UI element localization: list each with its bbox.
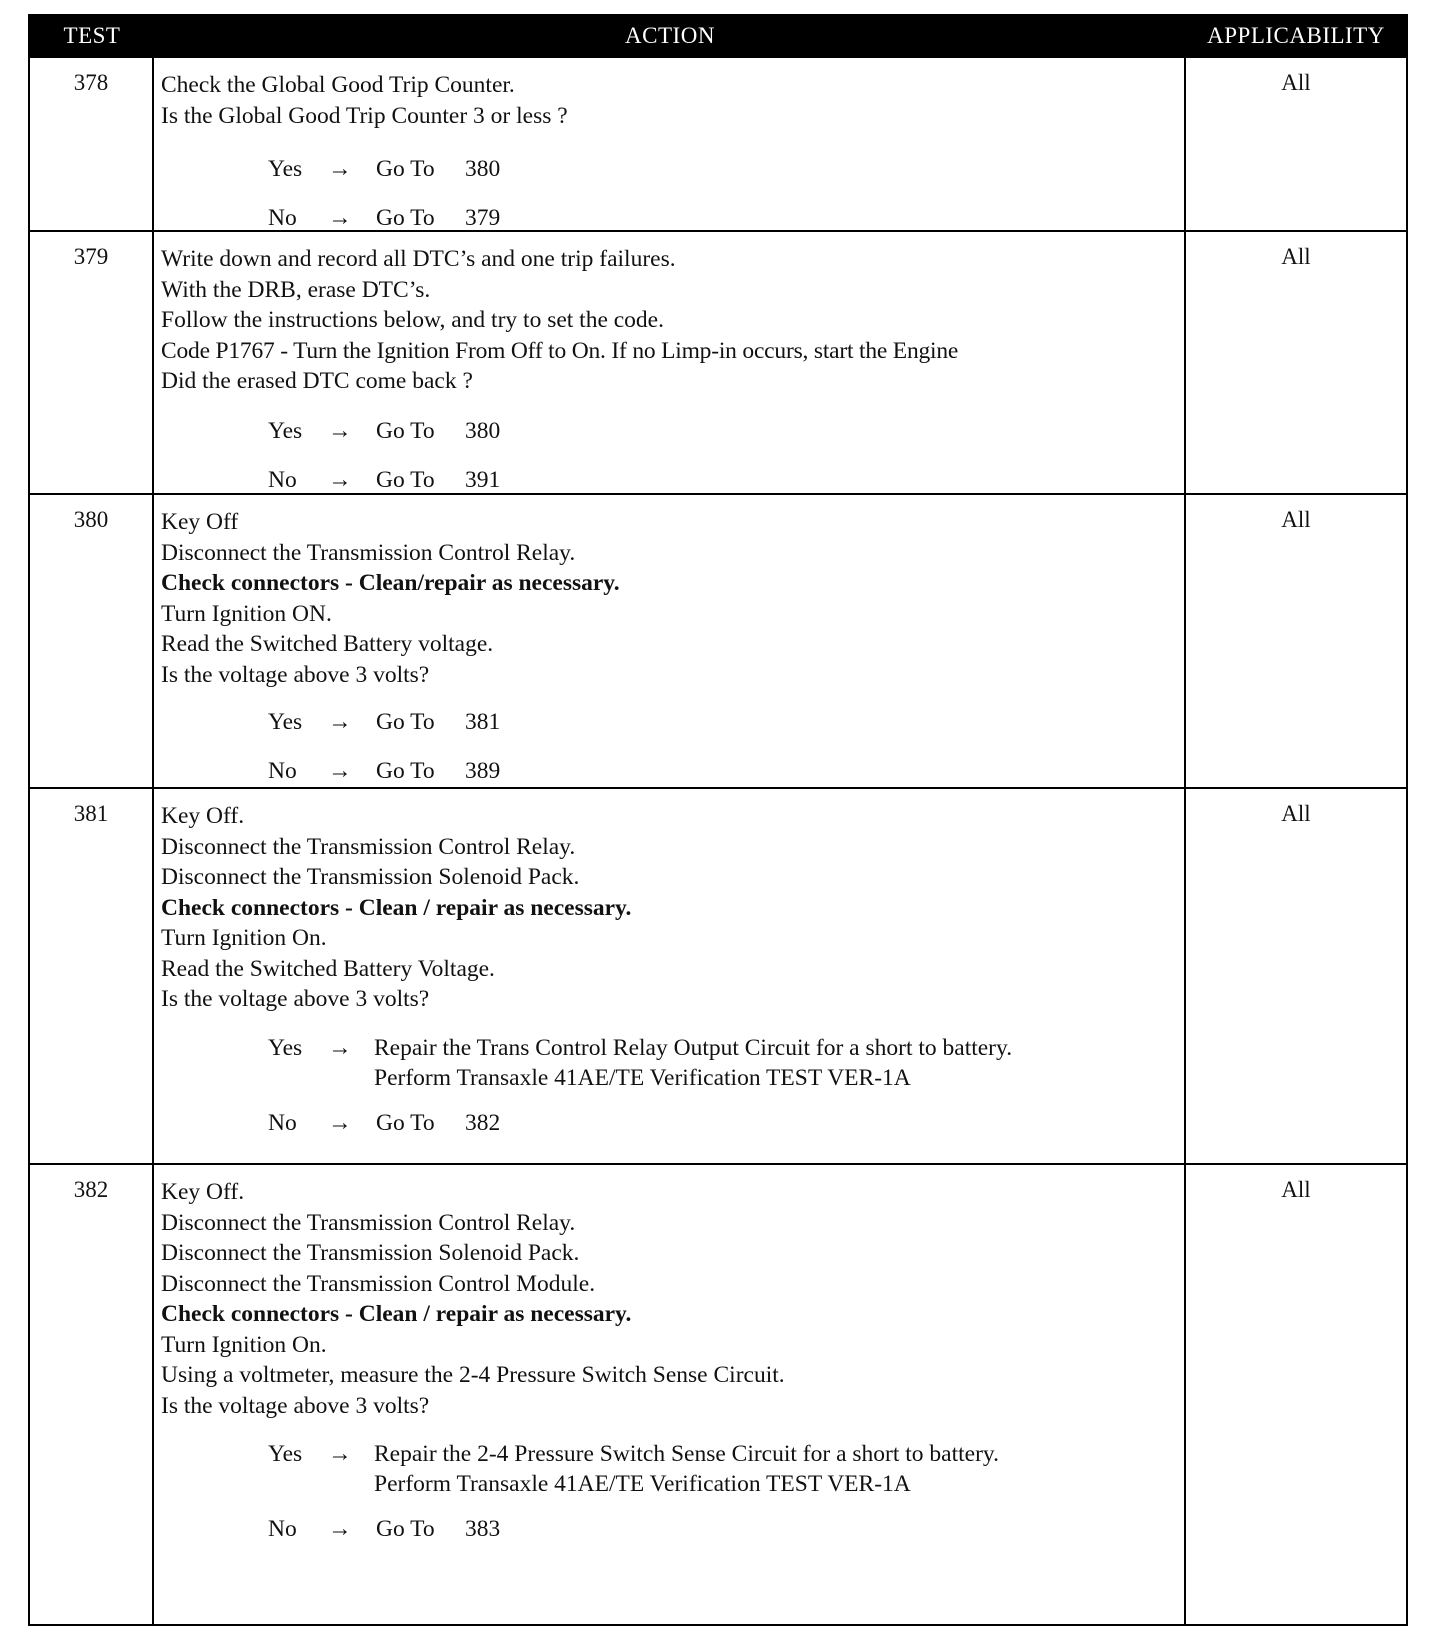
action-line: Turn Ignition ON. — [161, 600, 332, 627]
answer-label: No — [268, 1109, 297, 1136]
answer-yes — [161, 145, 1178, 194]
arrow-icon: → — [328, 1441, 352, 1467]
applicability-cell: All — [1281, 801, 1311, 826]
action-line: Did the erased DTC come back ? — [161, 368, 473, 394]
goto-text: Go To — [376, 466, 435, 493]
answer-yes — [161, 698, 1178, 747]
action-line: Read the Switched Battery voltage. — [161, 631, 494, 657]
answer-label: No — [268, 1516, 297, 1542]
goto-text: Go To — [376, 417, 435, 444]
answer-label: Yes — [268, 1441, 303, 1467]
goto-target: 380 — [465, 156, 501, 182]
goto-text: Go To — [376, 758, 435, 784]
action-line: Is the Global Good Trip Counter 3 or less ? — [161, 102, 568, 129]
diagnostic-test-table — [28, 14, 1408, 1626]
answer-no — [161, 1099, 1178, 1148]
action-line: Write down and record all DTC’s and one trip failures. — [161, 246, 676, 272]
answer-text-line: Perform Transaxle 41AE/TE Verification TEST VER-1A — [374, 1471, 911, 1497]
arrow-icon: → — [328, 758, 352, 784]
answer-no — [161, 1505, 1178, 1554]
goto-target: 382 — [465, 1109, 501, 1136]
action-line: With the DRB, erase DTC’s. — [161, 276, 431, 303]
answer-text-line: Perform Transaxle 41AE/TE Verification TEST VER-1A — [374, 1064, 911, 1091]
applicability-cell: All — [1281, 1177, 1311, 1202]
goto-text: Go To — [376, 1516, 435, 1542]
action-line: Turn Ignition On. — [161, 1331, 327, 1358]
test-number: 382 — [30, 1165, 154, 1624]
table-row — [30, 1163, 1406, 1624]
answer-label: Yes — [268, 1034, 303, 1061]
action-cell — [154, 789, 1186, 1163]
test-number: 378 — [30, 58, 154, 230]
applicability-cell: All — [1281, 70, 1311, 95]
action-line: Read the Switched Battery Voltage. — [161, 955, 495, 982]
goto-text: Go To — [376, 1109, 435, 1136]
action-line: Key Off. — [161, 1179, 245, 1205]
action-cell — [154, 1165, 1186, 1624]
goto-target: 379 — [465, 205, 501, 231]
answer-label: No — [268, 758, 297, 784]
answer-text — [374, 1033, 1178, 1093]
answer-text-line: Repair the Trans Control Relay Output Circuit for a short to battery. — [374, 1034, 1013, 1061]
action-line: Disconnect the Transmission Control Relay. — [161, 1209, 576, 1236]
answer-label: Yes — [268, 709, 303, 735]
arrow-icon: → — [328, 1109, 352, 1136]
action-line: Check the Global Good Trip Counter. — [161, 72, 515, 98]
arrow-icon: → — [328, 205, 352, 231]
action-cell — [154, 232, 1186, 493]
action-line: Key Off. — [161, 803, 245, 829]
arrow-icon: → — [328, 709, 352, 735]
action-line: Is the voltage above 3 volts? — [161, 661, 430, 688]
action-line: Disconnect the Transmission Control Relay. — [161, 833, 576, 860]
action-line: Key Off — [161, 509, 239, 535]
header-applicability: APPLICABILITY — [1207, 23, 1385, 48]
applicability-cell: All — [1281, 507, 1311, 532]
answer-yes — [161, 407, 1178, 456]
table-row — [30, 787, 1406, 1163]
applicability-cell: All — [1281, 244, 1311, 269]
action-line: Using a voltmeter, measure the 2-4 Pressure Switch Sense Circuit. — [161, 1362, 785, 1388]
action-line-bold: Check connectors - Clean/repair as necessary. — [161, 570, 620, 596]
goto-target: 391 — [465, 466, 501, 493]
answer-text-line: Repair the 2-4 Pressure Switch Sense Circuit for a short to battery. — [374, 1441, 999, 1467]
goto-target: 383 — [465, 1516, 501, 1542]
arrow-icon: → — [328, 417, 352, 444]
header-test: TEST — [63, 23, 121, 48]
arrow-icon: → — [328, 1516, 352, 1542]
action-line: Is the voltage above 3 volts? — [161, 1392, 430, 1419]
goto-text: Go To — [376, 205, 435, 231]
action-line: Disconnect the Transmission Control Module. — [161, 1270, 596, 1297]
action-line: Disconnect the Transmission Control Relay. — [161, 539, 576, 566]
action-line: Code P1767 - Turn the Ignition From Off to On. If no Limp-in occurs, start the Engine — [161, 337, 959, 364]
test-number: 381 — [30, 789, 154, 1163]
arrow-icon: → — [328, 1034, 352, 1061]
test-number: 380 — [30, 495, 154, 787]
header-action: ACTION — [625, 23, 715, 48]
goto-text: Go To — [376, 709, 435, 735]
action-line: Disconnect the Transmission Solenoid Pack. — [161, 864, 580, 890]
answer-yes — [161, 1033, 1178, 1093]
test-number: 379 — [30, 232, 154, 493]
goto-target: 380 — [465, 417, 501, 444]
action-line: Is the voltage above 3 volts? — [161, 986, 430, 1012]
table-row — [30, 493, 1406, 787]
action-cell — [154, 495, 1186, 787]
goto-text: Go To — [376, 156, 435, 182]
action-line: Disconnect the Transmission Solenoid Pack. — [161, 1240, 580, 1266]
table-row — [30, 56, 1406, 230]
answer-label: Yes — [268, 156, 303, 182]
answer-label: Yes — [268, 417, 303, 444]
answer-text — [374, 1439, 1178, 1499]
action-cell — [154, 58, 1186, 230]
answer-label: No — [268, 205, 297, 231]
action-line-bold: Check connectors - Clean / repair as necessary. — [161, 1301, 632, 1327]
goto-target: 389 — [465, 758, 501, 784]
action-line: Turn Ignition On. — [161, 925, 327, 951]
answer-label: No — [268, 466, 297, 493]
table-row — [30, 230, 1406, 493]
action-line: Follow the instructions below, and try to set the code. — [161, 307, 664, 333]
arrow-icon: → — [328, 466, 352, 493]
arrow-icon: → — [328, 156, 352, 182]
action-line-bold: Check connectors - Clean / repair as necessary. — [161, 894, 632, 921]
answer-yes — [161, 1439, 1178, 1499]
table-header — [30, 16, 1406, 56]
goto-target: 381 — [465, 709, 501, 735]
